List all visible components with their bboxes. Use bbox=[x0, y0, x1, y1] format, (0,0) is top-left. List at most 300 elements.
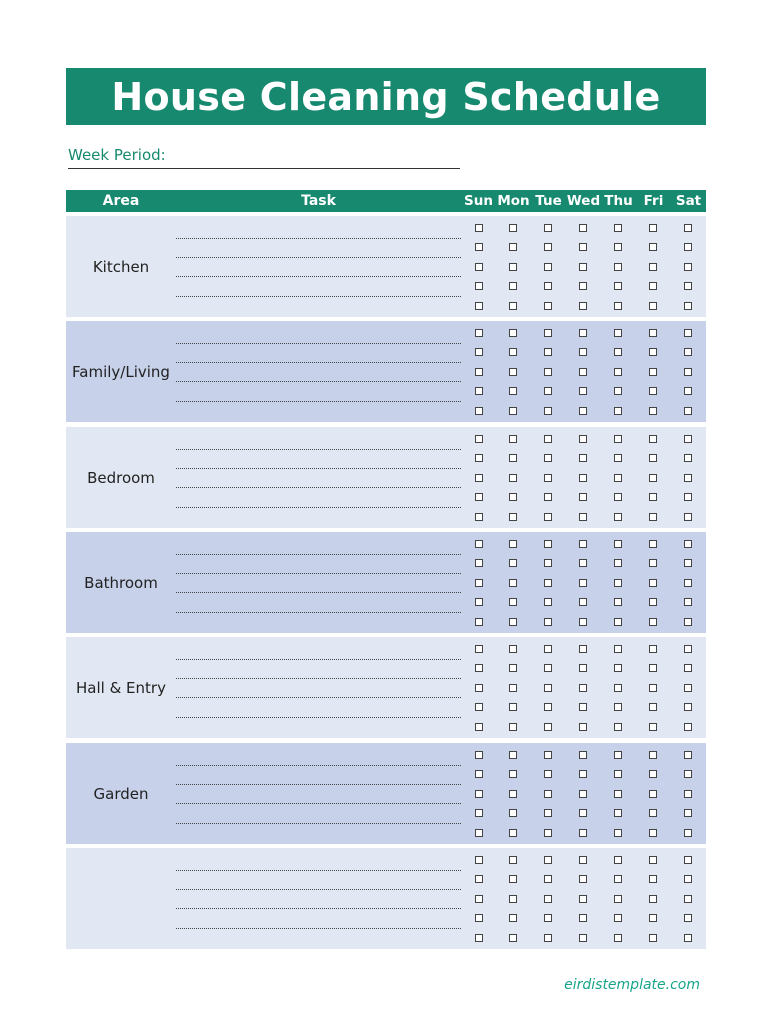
area-label: Kitchen bbox=[92, 257, 150, 276]
checkbox-mon[interactable] bbox=[509, 224, 517, 232]
checkbox-tue[interactable] bbox=[544, 914, 552, 922]
task-line[interactable] bbox=[176, 401, 461, 402]
checkbox-sun[interactable] bbox=[475, 407, 483, 415]
checkbox-fri[interactable] bbox=[649, 684, 657, 692]
task-line[interactable] bbox=[176, 449, 461, 450]
checkbox-mon[interactable] bbox=[509, 645, 517, 653]
checkbox-tue[interactable] bbox=[544, 540, 552, 548]
checkbox-tue[interactable] bbox=[544, 790, 552, 798]
checkbox-tue[interactable] bbox=[544, 224, 552, 232]
task-line[interactable] bbox=[176, 362, 461, 363]
checkbox-tue[interactable] bbox=[544, 645, 552, 653]
checkbox-sat[interactable] bbox=[684, 243, 692, 251]
checkbox-thu[interactable] bbox=[614, 790, 622, 798]
checkbox-sun[interactable] bbox=[475, 474, 483, 482]
checkbox-sun[interactable] bbox=[475, 302, 483, 310]
checkbox-fri[interactable] bbox=[649, 809, 657, 817]
task-line[interactable] bbox=[176, 928, 461, 929]
checkbox-thu[interactable] bbox=[614, 934, 622, 942]
task-line[interactable] bbox=[176, 659, 461, 660]
checkbox-sat[interactable] bbox=[684, 493, 692, 501]
checkbox-thu[interactable] bbox=[614, 302, 622, 310]
checkbox-fri[interactable] bbox=[649, 368, 657, 376]
checkbox-mon[interactable] bbox=[509, 474, 517, 482]
checkbox-sat[interactable] bbox=[684, 263, 692, 271]
checkbox-sun[interactable] bbox=[475, 856, 483, 864]
section-hall-entry bbox=[66, 637, 706, 738]
checkbox-sun[interactable] bbox=[475, 329, 483, 337]
checkbox-tue[interactable] bbox=[544, 770, 552, 778]
checkbox-mon[interactable] bbox=[509, 435, 517, 443]
checkbox-sat[interactable] bbox=[684, 540, 692, 548]
checkbox-mon[interactable] bbox=[509, 770, 517, 778]
checkbox-wed[interactable] bbox=[579, 875, 587, 883]
checkbox-thu[interactable] bbox=[614, 559, 622, 567]
page-title: House Cleaning Schedule bbox=[66, 68, 706, 125]
checkbox-sat[interactable] bbox=[684, 914, 692, 922]
checkbox-tue[interactable] bbox=[544, 618, 552, 626]
checkbox-tue[interactable] bbox=[544, 263, 552, 271]
area-label: Hall & Entry bbox=[76, 678, 166, 697]
checkbox-sat[interactable] bbox=[684, 723, 692, 731]
checkbox-sun[interactable] bbox=[475, 387, 483, 395]
checkbox-fri[interactable] bbox=[649, 875, 657, 883]
footer-website: eirdistemplate.com bbox=[564, 977, 700, 993]
checkbox-tue[interactable] bbox=[544, 387, 552, 395]
checkbox-mon[interactable] bbox=[509, 790, 517, 798]
checkbox-tue[interactable] bbox=[544, 243, 552, 251]
checkbox-sun[interactable] bbox=[475, 454, 483, 462]
checkbox-sat[interactable] bbox=[684, 598, 692, 606]
checkbox-sun[interactable] bbox=[475, 875, 483, 883]
checkbox-tue[interactable] bbox=[544, 829, 552, 837]
area-label bbox=[66, 848, 176, 949]
day-header-sat: Sat bbox=[675, 193, 702, 209]
task-line[interactable] bbox=[176, 276, 461, 277]
task-line[interactable] bbox=[176, 468, 461, 469]
task-line[interactable] bbox=[176, 823, 461, 824]
task-line[interactable] bbox=[176, 870, 461, 871]
checkbox-sun[interactable] bbox=[475, 618, 483, 626]
checkbox-mon[interactable] bbox=[509, 263, 517, 271]
checkbox-tue[interactable] bbox=[544, 723, 552, 731]
checkbox-fri[interactable] bbox=[649, 243, 657, 251]
checkbox-sat[interactable] bbox=[684, 435, 692, 443]
task-line[interactable] bbox=[176, 612, 461, 613]
checkbox-thu[interactable] bbox=[614, 829, 622, 837]
checkbox-sat[interactable] bbox=[684, 407, 692, 415]
checkbox-fri[interactable] bbox=[649, 474, 657, 482]
checkbox-mon[interactable] bbox=[509, 348, 517, 356]
checkbox-sat[interactable] bbox=[684, 368, 692, 376]
task-line[interactable] bbox=[176, 697, 461, 698]
checkbox-thu[interactable] bbox=[614, 387, 622, 395]
checkbox-sun[interactable] bbox=[475, 809, 483, 817]
week-period-label: Week Period: bbox=[68, 146, 166, 164]
checkbox-tue[interactable] bbox=[544, 348, 552, 356]
checkbox-thu[interactable] bbox=[614, 513, 622, 521]
checkbox-sat[interactable] bbox=[684, 809, 692, 817]
checkbox-wed[interactable] bbox=[579, 282, 587, 290]
checkbox-tue[interactable] bbox=[544, 751, 552, 759]
checkbox-sun[interactable] bbox=[475, 368, 483, 376]
checkbox-thu[interactable] bbox=[614, 856, 622, 864]
checkbox-tue[interactable] bbox=[544, 809, 552, 817]
checkbox-thu[interactable] bbox=[614, 493, 622, 501]
week-period-field[interactable] bbox=[68, 146, 460, 169]
checkbox-sun[interactable] bbox=[475, 723, 483, 731]
checkbox-sat[interactable] bbox=[684, 703, 692, 711]
checkbox-fri[interactable] bbox=[649, 407, 657, 415]
checkbox-mon[interactable] bbox=[509, 243, 517, 251]
checkbox-sun[interactable] bbox=[475, 684, 483, 692]
checkbox-thu[interactable] bbox=[614, 368, 622, 376]
checkbox-wed[interactable] bbox=[579, 856, 587, 864]
checkbox-fri[interactable] bbox=[649, 645, 657, 653]
checkbox-wed[interactable] bbox=[579, 435, 587, 443]
checkbox-thu[interactable] bbox=[614, 895, 622, 903]
checkbox-tue[interactable] bbox=[544, 598, 552, 606]
task-line[interactable] bbox=[176, 507, 461, 508]
checkbox-wed[interactable] bbox=[579, 329, 587, 337]
checkbox-tue[interactable] bbox=[544, 664, 552, 672]
checkbox-fri[interactable] bbox=[649, 618, 657, 626]
task-line[interactable] bbox=[176, 889, 461, 890]
checkbox-mon[interactable] bbox=[509, 559, 517, 567]
checkbox-sun[interactable] bbox=[475, 703, 483, 711]
checkbox-mon[interactable] bbox=[509, 684, 517, 692]
checkbox-sun[interactable] bbox=[475, 579, 483, 587]
checkbox-sat[interactable] bbox=[684, 348, 692, 356]
checkbox-tue[interactable] bbox=[544, 407, 552, 415]
checkbox-fri[interactable] bbox=[649, 790, 657, 798]
checkbox-thu[interactable] bbox=[614, 540, 622, 548]
task-line[interactable] bbox=[176, 296, 461, 297]
checkbox-sun[interactable] bbox=[475, 664, 483, 672]
task-line[interactable] bbox=[176, 908, 461, 909]
checkbox-fri[interactable] bbox=[649, 895, 657, 903]
checkbox-fri[interactable] bbox=[649, 579, 657, 587]
checkbox-fri[interactable] bbox=[649, 703, 657, 711]
checkbox-sun[interactable] bbox=[475, 934, 483, 942]
checkbox-mon[interactable] bbox=[509, 829, 517, 837]
checkbox-thu[interactable] bbox=[614, 664, 622, 672]
checkbox-sat[interactable] bbox=[684, 770, 692, 778]
task-line[interactable] bbox=[176, 573, 461, 574]
checkbox-thu[interactable] bbox=[614, 618, 622, 626]
checkbox-tue[interactable] bbox=[544, 302, 552, 310]
checkbox-mon[interactable] bbox=[509, 454, 517, 462]
checkbox-mon[interactable] bbox=[509, 895, 517, 903]
checkbox-sun[interactable] bbox=[475, 540, 483, 548]
checkbox-sat[interactable] bbox=[684, 684, 692, 692]
checkbox-tue[interactable] bbox=[544, 474, 552, 482]
checkbox-tue[interactable] bbox=[544, 684, 552, 692]
task-column-header: Task bbox=[301, 193, 336, 209]
task-line[interactable] bbox=[176, 257, 461, 258]
checkbox-wed[interactable] bbox=[579, 302, 587, 310]
checkbox-tue[interactable] bbox=[544, 856, 552, 864]
checkbox-thu[interactable] bbox=[614, 703, 622, 711]
checkbox-tue[interactable] bbox=[544, 368, 552, 376]
checkbox-wed[interactable] bbox=[579, 809, 587, 817]
checkbox-mon[interactable] bbox=[509, 703, 517, 711]
checkbox-sun[interactable] bbox=[475, 790, 483, 798]
checkbox-mon[interactable] bbox=[509, 282, 517, 290]
checkbox-wed[interactable] bbox=[579, 348, 587, 356]
task-line[interactable] bbox=[176, 238, 461, 239]
checkbox-wed[interactable] bbox=[579, 598, 587, 606]
checkbox-tue[interactable] bbox=[544, 282, 552, 290]
checkbox-thu[interactable] bbox=[614, 875, 622, 883]
checkbox-thu[interactable] bbox=[614, 407, 622, 415]
checkbox-mon[interactable] bbox=[509, 618, 517, 626]
checkbox-fri[interactable] bbox=[649, 302, 657, 310]
checkbox-thu[interactable] bbox=[614, 645, 622, 653]
task-line[interactable] bbox=[176, 592, 461, 593]
checkbox-thu[interactable] bbox=[614, 263, 622, 271]
checkbox-sun[interactable] bbox=[475, 914, 483, 922]
checkbox-wed[interactable] bbox=[579, 618, 587, 626]
task-line[interactable] bbox=[176, 765, 461, 766]
checkbox-mon[interactable] bbox=[509, 387, 517, 395]
task-line[interactable] bbox=[176, 487, 461, 488]
checkbox-thu[interactable] bbox=[614, 579, 622, 587]
checkbox-wed[interactable] bbox=[579, 368, 587, 376]
checkbox-mon[interactable] bbox=[509, 664, 517, 672]
checkbox-wed[interactable] bbox=[579, 723, 587, 731]
checkbox-sun[interactable] bbox=[475, 282, 483, 290]
checkbox-fri[interactable] bbox=[649, 493, 657, 501]
checkbox-sat[interactable] bbox=[684, 302, 692, 310]
checkbox-sat[interactable] bbox=[684, 387, 692, 395]
checkbox-wed[interactable] bbox=[579, 263, 587, 271]
checkbox-wed[interactable] bbox=[579, 387, 587, 395]
checkbox-thu[interactable] bbox=[614, 329, 622, 337]
checkbox-wed[interactable] bbox=[579, 513, 587, 521]
day-header-wed: Wed bbox=[566, 193, 601, 209]
checkbox-sat[interactable] bbox=[684, 513, 692, 521]
area-label: Bedroom bbox=[87, 468, 155, 487]
checkbox-sat[interactable] bbox=[684, 875, 692, 883]
area-column-header: Area bbox=[102, 193, 140, 209]
checkbox-fri[interactable] bbox=[649, 856, 657, 864]
checkbox-sat[interactable] bbox=[684, 934, 692, 942]
checkbox-wed[interactable] bbox=[579, 703, 587, 711]
section-garden bbox=[66, 743, 706, 844]
checkbox-wed[interactable] bbox=[579, 474, 587, 482]
checkbox-mon[interactable] bbox=[509, 875, 517, 883]
checkbox-wed[interactable] bbox=[579, 559, 587, 567]
checkbox-fri[interactable] bbox=[649, 513, 657, 521]
checkbox-tue[interactable] bbox=[544, 513, 552, 521]
checkbox-sat[interactable] bbox=[684, 645, 692, 653]
checkbox-thu[interactable] bbox=[614, 454, 622, 462]
checkbox-thu[interactable] bbox=[614, 723, 622, 731]
checkbox-wed[interactable] bbox=[579, 895, 587, 903]
checkbox-mon[interactable] bbox=[509, 751, 517, 759]
checkbox-thu[interactable] bbox=[614, 474, 622, 482]
checkbox-wed[interactable] bbox=[579, 579, 587, 587]
checkbox-wed[interactable] bbox=[579, 540, 587, 548]
section-bedroom bbox=[66, 427, 706, 528]
checkbox-wed[interactable] bbox=[579, 684, 587, 692]
checkbox-wed[interactable] bbox=[579, 934, 587, 942]
checkbox-fri[interactable] bbox=[649, 829, 657, 837]
checkbox-mon[interactable] bbox=[509, 856, 517, 864]
section-blank bbox=[66, 848, 706, 949]
task-line[interactable] bbox=[176, 717, 461, 718]
checkbox-wed[interactable] bbox=[579, 829, 587, 837]
task-line[interactable] bbox=[176, 554, 461, 555]
checkbox-sat[interactable] bbox=[684, 474, 692, 482]
checkbox-fri[interactable] bbox=[649, 559, 657, 567]
checkbox-wed[interactable] bbox=[579, 645, 587, 653]
checkbox-mon[interactable] bbox=[509, 934, 517, 942]
checkbox-fri[interactable] bbox=[649, 664, 657, 672]
checkbox-sun[interactable] bbox=[475, 435, 483, 443]
task-line[interactable] bbox=[176, 678, 461, 679]
checkbox-tue[interactable] bbox=[544, 493, 552, 501]
checkbox-sat[interactable] bbox=[684, 790, 692, 798]
checkbox-sat[interactable] bbox=[684, 895, 692, 903]
checkbox-sat[interactable] bbox=[684, 282, 692, 290]
task-line[interactable] bbox=[176, 343, 461, 344]
checkbox-thu[interactable] bbox=[614, 435, 622, 443]
checkbox-tue[interactable] bbox=[544, 559, 552, 567]
checkbox-wed[interactable] bbox=[579, 664, 587, 672]
checkbox-wed[interactable] bbox=[579, 770, 587, 778]
checkbox-mon[interactable] bbox=[509, 809, 517, 817]
checkbox-fri[interactable] bbox=[649, 435, 657, 443]
checkbox-sun[interactable] bbox=[475, 224, 483, 232]
checkbox-tue[interactable] bbox=[544, 703, 552, 711]
checkbox-mon[interactable] bbox=[509, 513, 517, 521]
checkbox-thu[interactable] bbox=[614, 224, 622, 232]
checkbox-fri[interactable] bbox=[649, 770, 657, 778]
checkbox-tue[interactable] bbox=[544, 875, 552, 883]
checkbox-fri[interactable] bbox=[649, 454, 657, 462]
checkbox-thu[interactable] bbox=[614, 809, 622, 817]
checkbox-mon[interactable] bbox=[509, 579, 517, 587]
checkbox-wed[interactable] bbox=[579, 493, 587, 501]
checkbox-thu[interactable] bbox=[614, 770, 622, 778]
task-line[interactable] bbox=[176, 803, 461, 804]
checkbox-fri[interactable] bbox=[649, 282, 657, 290]
day-header-fri: Fri bbox=[643, 193, 664, 209]
checkbox-thu[interactable] bbox=[614, 598, 622, 606]
section-kitchen bbox=[66, 216, 706, 317]
section-family-living bbox=[66, 321, 706, 422]
checkbox-thu[interactable] bbox=[614, 684, 622, 692]
checkbox-fri[interactable] bbox=[649, 723, 657, 731]
area-label: Family/Living bbox=[72, 362, 170, 381]
checkbox-sat[interactable] bbox=[684, 559, 692, 567]
checkbox-mon[interactable] bbox=[509, 914, 517, 922]
checkbox-sun[interactable] bbox=[475, 243, 483, 251]
task-line[interactable] bbox=[176, 381, 461, 382]
checkbox-sat[interactable] bbox=[684, 829, 692, 837]
section-bathroom bbox=[66, 532, 706, 633]
checkbox-mon[interactable] bbox=[509, 540, 517, 548]
checkbox-fri[interactable] bbox=[649, 329, 657, 337]
checkbox-mon[interactable] bbox=[509, 329, 517, 337]
checkbox-tue[interactable] bbox=[544, 895, 552, 903]
checkbox-sun[interactable] bbox=[475, 895, 483, 903]
checkbox-sat[interactable] bbox=[684, 751, 692, 759]
checkbox-sun[interactable] bbox=[475, 751, 483, 759]
checkbox-tue[interactable] bbox=[544, 579, 552, 587]
checkbox-tue[interactable] bbox=[544, 435, 552, 443]
area-label: Garden bbox=[93, 784, 149, 803]
checkbox-wed[interactable] bbox=[579, 790, 587, 798]
checkbox-mon[interactable] bbox=[509, 407, 517, 415]
checkbox-thu[interactable] bbox=[614, 348, 622, 356]
checkbox-sun[interactable] bbox=[475, 645, 483, 653]
checkbox-mon[interactable] bbox=[509, 723, 517, 731]
checkbox-mon[interactable] bbox=[509, 368, 517, 376]
checkbox-thu[interactable] bbox=[614, 282, 622, 290]
day-header-tue: Tue bbox=[535, 193, 562, 209]
checkbox-sat[interactable] bbox=[684, 856, 692, 864]
day-header-mon: Mon bbox=[497, 193, 530, 209]
checkbox-wed[interactable] bbox=[579, 454, 587, 462]
checkbox-tue[interactable] bbox=[544, 454, 552, 462]
checkbox-wed[interactable] bbox=[579, 407, 587, 415]
checkbox-fri[interactable] bbox=[649, 751, 657, 759]
checkbox-sat[interactable] bbox=[684, 454, 692, 462]
checkbox-sat[interactable] bbox=[684, 618, 692, 626]
table-header bbox=[66, 190, 706, 212]
checkbox-thu[interactable] bbox=[614, 914, 622, 922]
checkbox-fri[interactable] bbox=[649, 348, 657, 356]
checkbox-fri[interactable] bbox=[649, 387, 657, 395]
checkbox-wed[interactable] bbox=[579, 751, 587, 759]
checkbox-sun[interactable] bbox=[475, 829, 483, 837]
checkbox-sun[interactable] bbox=[475, 598, 483, 606]
checkbox-sun[interactable] bbox=[475, 493, 483, 501]
checkbox-wed[interactable] bbox=[579, 914, 587, 922]
checkbox-fri[interactable] bbox=[649, 934, 657, 942]
checkbox-sat[interactable] bbox=[684, 224, 692, 232]
checkbox-sun[interactable] bbox=[475, 263, 483, 271]
checkbox-fri[interactable] bbox=[649, 914, 657, 922]
checkbox-sun[interactable] bbox=[475, 348, 483, 356]
checkbox-fri[interactable] bbox=[649, 263, 657, 271]
checkbox-sun[interactable] bbox=[475, 513, 483, 521]
day-header-thu: Thu bbox=[604, 193, 633, 209]
checkbox-tue[interactable] bbox=[544, 934, 552, 942]
checkbox-fri[interactable] bbox=[649, 224, 657, 232]
checkbox-fri[interactable] bbox=[649, 540, 657, 548]
checkbox-mon[interactable] bbox=[509, 493, 517, 501]
area-label: Bathroom bbox=[84, 573, 158, 592]
checkbox-mon[interactable] bbox=[509, 598, 517, 606]
checkbox-mon[interactable] bbox=[509, 302, 517, 310]
checkbox-fri[interactable] bbox=[649, 598, 657, 606]
checkbox-thu[interactable] bbox=[614, 243, 622, 251]
checkbox-wed[interactable] bbox=[579, 224, 587, 232]
checkbox-sat[interactable] bbox=[684, 579, 692, 587]
checkbox-tue[interactable] bbox=[544, 329, 552, 337]
checkbox-sat[interactable] bbox=[684, 329, 692, 337]
checkbox-wed[interactable] bbox=[579, 243, 587, 251]
task-line[interactable] bbox=[176, 784, 461, 785]
checkbox-sun[interactable] bbox=[475, 559, 483, 567]
checkbox-sun[interactable] bbox=[475, 770, 483, 778]
checkbox-thu[interactable] bbox=[614, 751, 622, 759]
checkbox-sat[interactable] bbox=[684, 664, 692, 672]
